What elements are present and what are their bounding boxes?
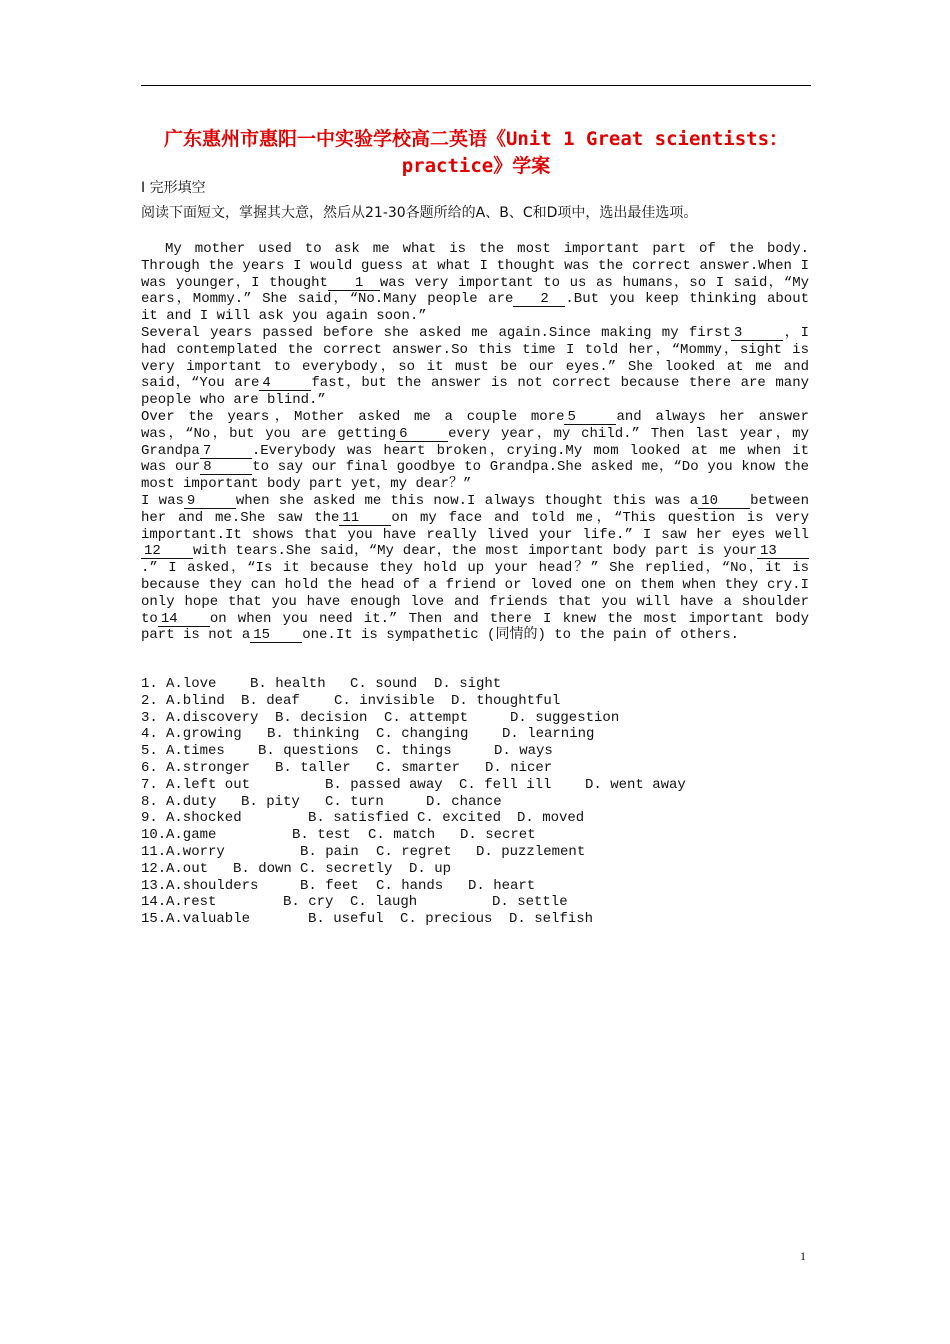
question-number: 12. xyxy=(141,860,167,877)
passage-text: when she asked me this now.I always thought this was a xyxy=(235,492,699,509)
blank-11: 11 xyxy=(339,511,391,526)
option-b: B. pain xyxy=(300,843,359,860)
option-d: D. chance xyxy=(426,793,502,810)
question-row xyxy=(141,777,686,794)
question-row xyxy=(141,794,686,811)
passage-text: fast，but the answer is not correct because there are many people who are blind.” xyxy=(141,375,809,409)
option-b: B. decision xyxy=(275,709,368,726)
blank-12: 12 xyxy=(141,544,193,559)
question-number: 13. xyxy=(141,877,167,894)
blank-4: 4 xyxy=(259,376,311,391)
passage-text: on my face and told me，“This question is very important.It shows that you have really lived your life.” I saw her eyes well xyxy=(141,509,809,543)
answer-options-list xyxy=(141,676,686,928)
question-number: 2. xyxy=(141,692,158,709)
question-number: 11. xyxy=(141,843,167,860)
question-row xyxy=(141,710,686,727)
blank-8: 8 xyxy=(200,460,252,475)
option-d: D. suggestion xyxy=(510,709,620,726)
option-a: A.game xyxy=(166,827,217,844)
blank-5: 5 xyxy=(564,410,616,425)
blank-14: 14 xyxy=(158,612,210,627)
question-number: 5. xyxy=(141,743,158,760)
passage-text: with tears.She said，“My dear，the most important body part is your xyxy=(193,543,757,560)
option-c: C. hands xyxy=(376,877,444,894)
option-a: A.discovery xyxy=(166,709,259,726)
question-number: 3. xyxy=(141,709,158,726)
option-d: D. puzzlement xyxy=(476,843,586,860)
question-number: 6. xyxy=(141,759,158,776)
option-b: B. deaf xyxy=(241,692,300,709)
question-row xyxy=(141,693,686,710)
option-c: C. fell ill xyxy=(459,776,552,793)
option-a: A.blind xyxy=(166,692,225,709)
option-c: C. invisible xyxy=(334,692,435,709)
passage-text: one.It is sympathetic (同情的) to the pain of others. xyxy=(302,627,740,644)
option-d: D. up xyxy=(409,860,452,877)
option-c: C. laugh xyxy=(350,894,418,911)
question-row xyxy=(141,743,686,760)
instruction-text: 阅读下面短文，掌握其大意，然后从21-30各题所给的A、B、C和D项中，选出最佳选项。 xyxy=(141,205,698,221)
option-b: B. passed away xyxy=(325,776,443,793)
option-a: A.times xyxy=(166,743,225,760)
blank-2: 2 xyxy=(513,292,565,307)
passage-paragraph-3 xyxy=(141,409,809,493)
option-a: A.stronger xyxy=(166,759,251,776)
passage-text: I was xyxy=(141,492,184,509)
option-c: C. precious xyxy=(400,911,493,928)
option-b: B. taller xyxy=(275,759,351,776)
option-a: A.valuable xyxy=(166,911,251,928)
section-heading: I 完形填空 xyxy=(141,180,206,196)
passage-text: .” I asked，“Is it because they hold up your head？” She replied，“No，it is because they can hold the head of a friend or loved one on them when they cry.I only hope that you have enough love and friends that you will have a shoulder to xyxy=(141,560,809,627)
option-c: C. changing xyxy=(376,726,469,743)
blank-13: 13 xyxy=(757,544,809,559)
option-c: C. attempt xyxy=(384,709,469,726)
option-d: D. nicer xyxy=(485,759,553,776)
option-c: C. excited xyxy=(417,810,502,827)
option-a: A.duty xyxy=(166,793,217,810)
passage-text: on when you need it.” Then and there I knew the most important body part is not a xyxy=(141,610,809,644)
option-b: B. satisfied xyxy=(308,810,409,827)
option-b: B. test xyxy=(292,827,351,844)
option-a: A.shocked xyxy=(166,810,242,827)
option-c: C. smarter xyxy=(376,759,461,776)
passage-text: ，I had contemplated the correct answer.So this time I told her，“Mommy，sight is very important to everybody，so it must be our eyes.” She looked at me and said，“You are xyxy=(141,324,809,392)
option-b: B. down xyxy=(233,860,292,877)
passage-text: every year，my child.” Then last year，my Grandpa xyxy=(141,425,809,459)
question-row xyxy=(141,844,686,861)
option-a: A.worry xyxy=(166,843,225,860)
question-number: 14. xyxy=(141,894,167,911)
question-number: 9. xyxy=(141,810,158,827)
option-b: B. health xyxy=(250,676,326,692)
option-d: D. thoughtful xyxy=(451,692,561,709)
question-number: 7. xyxy=(141,776,158,793)
option-d: D. secret xyxy=(460,827,536,844)
question-row xyxy=(141,760,686,777)
passage-paragraph-2 xyxy=(141,325,809,409)
option-d: D. went away xyxy=(585,776,686,793)
passage-paragraph-1 xyxy=(141,241,809,325)
option-d: D. settle xyxy=(492,894,568,911)
blank-6: 6 xyxy=(396,427,448,442)
option-a: A.left out xyxy=(166,776,251,793)
blank-1: 1 xyxy=(328,276,380,291)
option-a: A.out xyxy=(166,860,209,877)
question-number: 8. xyxy=(141,793,158,810)
option-c: C. regret xyxy=(376,843,452,860)
option-b: B. pity xyxy=(241,793,300,810)
question-row xyxy=(141,676,686,693)
cloze-passage xyxy=(141,241,809,644)
question-number: 4. xyxy=(141,726,158,743)
option-d: D. moved xyxy=(517,810,585,827)
option-d: D. heart xyxy=(468,877,536,894)
passage-text: and always her answer was，“No，but you are getting xyxy=(141,408,809,442)
question-row xyxy=(141,827,686,844)
blank-15: 15 xyxy=(250,628,302,643)
question-row xyxy=(141,911,686,928)
question-row xyxy=(141,726,686,743)
passage-paragraph-4 xyxy=(141,493,809,644)
option-c: C. match xyxy=(368,827,436,844)
header-rule xyxy=(141,85,811,86)
blank-9: 9 xyxy=(184,494,236,509)
passage-text: .Everybody was heart broken，crying.My mom looked at me when it was our xyxy=(141,442,809,476)
option-d: D. selfish xyxy=(509,911,594,928)
question-row xyxy=(141,878,686,895)
option-b: B. questions xyxy=(258,743,359,760)
passage-text: was very important to us as humans，so I said，“My ears，Mommy.” She said，“No.Many people are xyxy=(141,274,809,308)
option-b: B. cry xyxy=(283,894,334,911)
option-a: A.love xyxy=(166,676,217,692)
option-c: C. turn xyxy=(325,793,384,810)
passage-text: Over the years，Mother asked me a couple more xyxy=(141,408,565,425)
option-d: D. learning xyxy=(502,726,595,743)
option-c: C. things xyxy=(376,743,452,760)
passage-text: My mother used to ask me what is the most important part of the body. Through the years I would guess at what I thought was the correct answer.When I was younger，I thought xyxy=(141,241,809,291)
option-b: B. useful xyxy=(308,911,384,928)
question-number: 10. xyxy=(141,827,167,844)
option-d: D. ways xyxy=(494,743,553,760)
passage-text: to say our final goodbye to Grandpa.She asked me，“Do you know the most important body part yet，my dear？” xyxy=(141,459,809,493)
passage-text: Several years passed before she asked me again.Since making my first xyxy=(141,324,731,341)
option-a: A.shoulders xyxy=(166,877,259,894)
blank-10: 10 xyxy=(698,494,750,509)
question-row xyxy=(141,894,686,911)
page-number: 1 xyxy=(800,1249,806,1263)
passage-text: between her and me.She saw the xyxy=(141,492,809,526)
option-c: C. sound xyxy=(350,676,418,692)
option-b: B. thinking xyxy=(267,726,360,743)
blank-3: 3 xyxy=(731,326,783,341)
question-row xyxy=(141,810,686,827)
question-number: 1. xyxy=(141,676,158,692)
option-d: D. sight xyxy=(434,676,502,692)
option-b: B. feet xyxy=(300,877,359,894)
blank-7: 7 xyxy=(200,444,252,459)
question-number: 15. xyxy=(141,911,167,928)
passage-text: .But you keep thinking about it and I will ask you again soon.” xyxy=(141,291,809,325)
option-a: A.growing xyxy=(166,726,242,743)
option-c: C. secretly xyxy=(300,860,393,877)
option-a: A.rest xyxy=(166,894,217,911)
question-row xyxy=(141,861,686,878)
page-title: 广东惠州市惠阳一中实验学校高二英语《Unit 1 Great scientists：practice》学案 xyxy=(163,128,789,177)
